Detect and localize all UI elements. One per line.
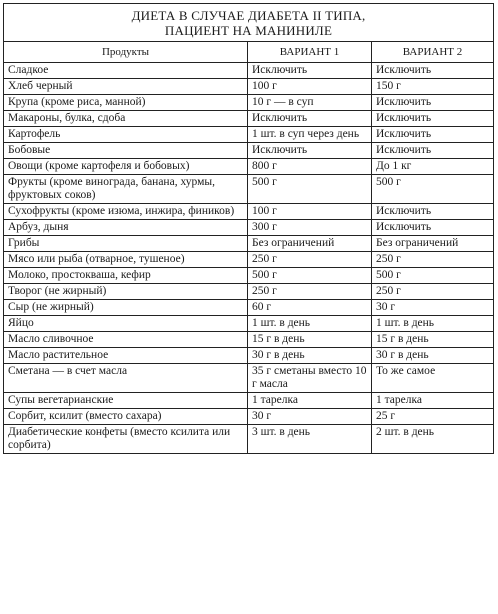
product-cell: Мясо или рыба (отварное, тушеное) (4, 252, 248, 268)
variant-1-cell: 250 г (248, 284, 372, 300)
variant-1-cell: 300 г (248, 220, 372, 236)
variant-1-cell: Без ограничений (248, 236, 372, 252)
product-cell: Сорбит, ксилит (вместо сахара) (4, 409, 248, 425)
variant-2-cell: 2 шт. в день (372, 425, 494, 454)
table-title (4, 4, 494, 42)
table-row (4, 409, 494, 425)
product-cell: Картофель (4, 127, 248, 143)
variant-1-cell: 10 г — в суп (248, 95, 372, 111)
product-cell: Масло растительное (4, 348, 248, 364)
table-row (4, 393, 494, 409)
table-row (4, 127, 494, 143)
product-cell: Крупа (кроме риса, манной) (4, 95, 248, 111)
variant-1-cell: 100 г (248, 79, 372, 95)
variant-2-cell: 25 г (372, 409, 494, 425)
variant-2-cell: 150 г (372, 79, 494, 95)
table-title-line-1: ДИЕТА В СЛУЧАЕ ДИАБЕТА II ТИПА, (131, 8, 366, 23)
product-cell: Фрукты (кроме винограда, банана, хурмы, фруктовых соков) (4, 175, 248, 204)
variant-2-cell: Исключить (372, 95, 494, 111)
table-row (4, 175, 494, 204)
table-row (4, 252, 494, 268)
product-cell: Творог (не жирный) (4, 284, 248, 300)
variant-1-cell: 800 г (248, 159, 372, 175)
variant-1-cell: Исключить (248, 111, 372, 127)
product-cell: Овощи (кроме картофеля и бобовых) (4, 159, 248, 175)
variant-1-cell: 1 шт. в суп через день (248, 127, 372, 143)
variant-2-cell: Без ограничений (372, 236, 494, 252)
variant-1-cell: 60 г (248, 300, 372, 316)
variant-1-cell: 1 тарелка (248, 393, 372, 409)
variant-2-cell: 250 г (372, 284, 494, 300)
product-cell: Арбуз, дыня (4, 220, 248, 236)
variant-2-cell: Исключить (372, 220, 494, 236)
product-cell: Сметана — в счет масла (4, 364, 248, 393)
variant-1-cell: 30 г (248, 409, 372, 425)
variant-2-cell: Исключить (372, 204, 494, 220)
variant-1-cell: 250 г (248, 252, 372, 268)
column-header-products: Продукты (4, 42, 248, 63)
table-row (4, 159, 494, 175)
table-row (4, 300, 494, 316)
product-cell: Молоко, простокваша, кефир (4, 268, 248, 284)
variant-2-cell: Исключить (372, 127, 494, 143)
variant-2-cell: То же самое (372, 364, 494, 393)
product-cell: Грибы (4, 236, 248, 252)
diet-table-container (3, 3, 493, 454)
product-cell: Яйцо (4, 316, 248, 332)
variant-2-cell: 30 г в день (372, 348, 494, 364)
variant-1-cell: Исключить (248, 63, 372, 79)
variant-1-cell: 3 шт. в день (248, 425, 372, 454)
variant-2-cell: Исключить (372, 143, 494, 159)
product-cell: Сухофрукты (кроме изюма, инжира, фиников) (4, 204, 248, 220)
table-row (4, 220, 494, 236)
variant-1-cell: 35 г сметаны вместо 10 г масла (248, 364, 372, 393)
table-row (4, 95, 494, 111)
product-cell: Бобовые (4, 143, 248, 159)
table-row (4, 111, 494, 127)
column-header-variant-1: ВАРИАНТ 1 (248, 42, 372, 63)
product-cell: Супы вегетарианские (4, 393, 248, 409)
table-row (4, 316, 494, 332)
variant-1-cell: Исключить (248, 143, 372, 159)
variant-1-cell: 500 г (248, 175, 372, 204)
table-row (4, 63, 494, 79)
table-row (4, 268, 494, 284)
variant-2-cell: 500 г (372, 175, 494, 204)
variant-2-cell: Исключить (372, 63, 494, 79)
variant-1-cell: 15 г в день (248, 332, 372, 348)
variant-2-cell: 250 г (372, 252, 494, 268)
diet-table (3, 3, 494, 454)
table-row (4, 236, 494, 252)
variant-2-cell: 1 шт. в день (372, 316, 494, 332)
variant-1-cell: 30 г в день (248, 348, 372, 364)
variant-2-cell: 30 г (372, 300, 494, 316)
product-cell: Масло сливочное (4, 332, 248, 348)
variant-2-cell: 500 г (372, 268, 494, 284)
table-title-line-2: ПАЦИЕНТ НА МАНИНИЛЕ (164, 23, 333, 38)
table-row (4, 284, 494, 300)
variant-1-cell: 500 г (248, 268, 372, 284)
product-cell: Сладкое (4, 63, 248, 79)
variant-1-cell: 100 г (248, 204, 372, 220)
column-header-variant-2: ВАРИАНТ 2 (372, 42, 494, 63)
variant-1-cell: 1 шт. в день (248, 316, 372, 332)
table-title-row (4, 4, 494, 42)
product-cell: Сыр (не жирный) (4, 300, 248, 316)
variant-2-cell: Исключить (372, 111, 494, 127)
variant-2-cell: 1 тарелка (372, 393, 494, 409)
table-row (4, 364, 494, 393)
product-cell: Хлеб черный (4, 79, 248, 95)
variant-2-cell: До 1 кг (372, 159, 494, 175)
variant-2-cell: 15 г в день (372, 332, 494, 348)
table-row (4, 425, 494, 454)
table-row (4, 348, 494, 364)
product-cell: Макароны, булка, сдоба (4, 111, 248, 127)
table-header-row (4, 42, 494, 63)
table-row (4, 79, 494, 95)
table-row (4, 332, 494, 348)
product-cell: Диабетические конфеты (вместо ксилита или сорбита) (4, 425, 248, 454)
table-row (4, 143, 494, 159)
table-row (4, 204, 494, 220)
